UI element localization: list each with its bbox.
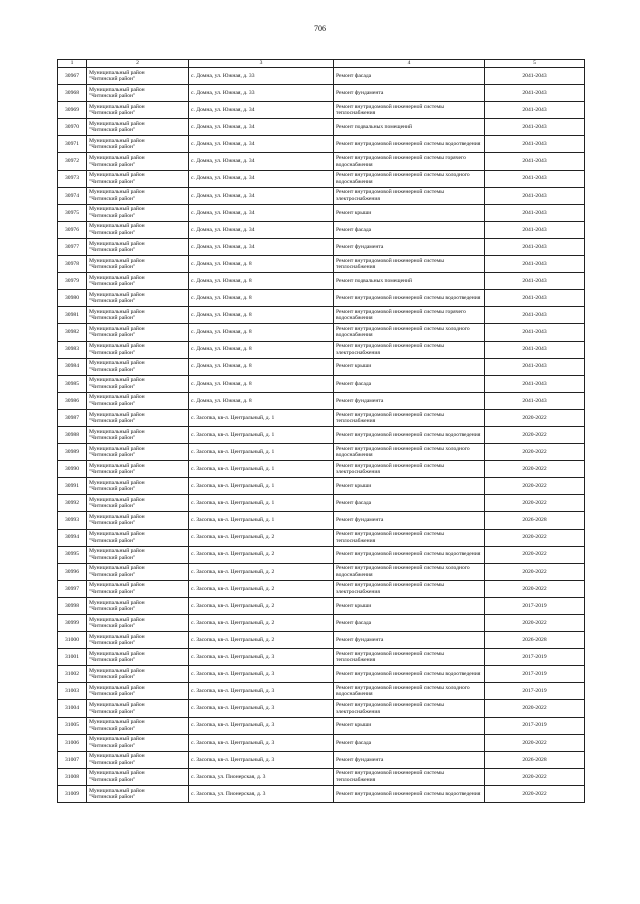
district-cell: Муниципальный район "Читинский район" <box>87 187 189 204</box>
district-cell: Муниципальный район "Читинский район" <box>87 734 189 751</box>
table-row <box>58 563 585 580</box>
table-row <box>58 734 585 751</box>
address-cell: с. Домна, ул. Южная, д. 8 <box>189 375 334 392</box>
period-cell: 2017-2019 <box>485 666 585 683</box>
address-cell: с. Домна, ул. Южная, д. 8 <box>189 341 334 358</box>
district-cell: Муниципальный район "Читинский район" <box>87 785 189 802</box>
period-cell: 2041-2043 <box>485 102 585 119</box>
row-number-cell: 30981 <box>58 307 87 324</box>
period-cell: 2026-2028 <box>485 751 585 768</box>
period-cell: 2041-2043 <box>485 375 585 392</box>
table-row <box>58 324 585 341</box>
address-cell: с. Засопка, кв-л. Центральный, д. 1 <box>189 461 334 478</box>
address-cell: с. Засопка, кв-л. Центральный, д. 3 <box>189 734 334 751</box>
row-number-cell: 31009 <box>58 785 87 802</box>
period-cell: 2020-2022 <box>485 529 585 546</box>
district-cell: Муниципальный район "Читинский район" <box>87 68 189 85</box>
column-header-5: 5 <box>485 60 585 68</box>
work-type-cell: Ремонт внутридомовой инженерной системы электроснабжения <box>334 580 485 597</box>
row-number-cell: 31005 <box>58 717 87 734</box>
table-header-row <box>58 60 585 68</box>
row-number-cell: 30999 <box>58 615 87 632</box>
address-cell: с. Домна, ул. Южная, д. 34 <box>189 102 334 119</box>
district-cell: Муниципальный район "Читинский район" <box>87 392 189 409</box>
row-number-cell: 30970 <box>58 119 87 136</box>
district-cell: Муниципальный район "Читинский район" <box>87 700 189 717</box>
row-number-cell: 30984 <box>58 358 87 375</box>
address-cell: с. Домна, ул. Южная, д. 8 <box>189 256 334 273</box>
work-type-cell: Ремонт подвальных помещений <box>334 119 485 136</box>
period-cell: 2041-2043 <box>485 238 585 255</box>
work-type-cell: Ремонт крыши <box>334 478 485 495</box>
address-cell: с. Засопка, кв-л. Центральный, д. 1 <box>189 512 334 529</box>
column-header-3: 3 <box>189 60 334 68</box>
period-cell: 2041-2043 <box>485 136 585 153</box>
district-cell: Муниципальный район "Читинский район" <box>87 375 189 392</box>
address-cell: с. Засопка, кв-л. Центральный, д. 2 <box>189 632 334 649</box>
address-cell: с. Домна, ул. Южная, д. 8 <box>189 307 334 324</box>
period-cell: 2041-2043 <box>485 392 585 409</box>
period-cell: 2017-2019 <box>485 597 585 614</box>
period-cell: 2041-2043 <box>485 307 585 324</box>
district-cell: Муниципальный район "Читинский район" <box>87 358 189 375</box>
address-cell: с. Засопка, кв-л. Центральный, д. 2 <box>189 563 334 580</box>
period-cell: 2020-2022 <box>485 768 585 785</box>
period-cell: 2041-2043 <box>485 324 585 341</box>
district-cell: Муниципальный район "Читинский район" <box>87 238 189 255</box>
table-row <box>58 512 585 529</box>
address-cell: с. Засопка, кв-л. Центральный, д. 3 <box>189 700 334 717</box>
work-type-cell: Ремонт фасада <box>334 68 485 85</box>
row-number-cell: 30975 <box>58 204 87 221</box>
period-cell: 2020-2022 <box>485 615 585 632</box>
district-cell: Муниципальный район "Читинский район" <box>87 290 189 307</box>
row-number-cell: 31001 <box>58 649 87 666</box>
table-row <box>58 615 585 632</box>
work-type-cell: Ремонт внутридомовой инженерной системы горячего водоснабжения <box>334 153 485 170</box>
address-cell: с. Засопка, кв-л. Центральный, д. 2 <box>189 615 334 632</box>
district-cell: Муниципальный район "Читинский район" <box>87 136 189 153</box>
district-cell: Муниципальный район "Читинский район" <box>87 615 189 632</box>
district-cell: Муниципальный район "Читинский район" <box>87 632 189 649</box>
table-row <box>58 683 585 700</box>
period-cell: 2020-2022 <box>485 734 585 751</box>
period-cell: 2020-2022 <box>485 444 585 461</box>
table-row <box>58 290 585 307</box>
period-cell: 2017-2019 <box>485 683 585 700</box>
work-type-cell: Ремонт внутридомовой инженерной системы водоотведения <box>334 290 485 307</box>
address-cell: с. Домна, ул. Южная, д. 34 <box>189 119 334 136</box>
district-cell: Муниципальный район "Читинский район" <box>87 273 189 290</box>
work-type-cell: Ремонт внутридомовой инженерной системы холодного водоснабжения <box>334 324 485 341</box>
address-cell: с. Домна, ул. Южная, д. 8 <box>189 324 334 341</box>
district-cell: Муниципальный район "Читинский район" <box>87 666 189 683</box>
work-type-cell: Ремонт внутридомовой инженерной системы водоотведения <box>334 546 485 563</box>
district-cell: Муниципальный район "Читинский район" <box>87 444 189 461</box>
table-row <box>58 666 585 683</box>
row-number-cell: 30997 <box>58 580 87 597</box>
address-cell: с. Домна, ул. Южная, д. 33 <box>189 85 334 102</box>
row-number-cell: 31008 <box>58 768 87 785</box>
row-number-cell: 30993 <box>58 512 87 529</box>
work-type-cell: Ремонт крыши <box>334 597 485 614</box>
period-cell: 2041-2043 <box>485 119 585 136</box>
work-type-cell: Ремонт фундамента <box>334 392 485 409</box>
row-number-cell: 30979 <box>58 273 87 290</box>
address-cell: с. Домна, ул. Южная, д. 33 <box>189 68 334 85</box>
period-cell: 2041-2043 <box>485 221 585 238</box>
address-cell: с. Домна, ул. Южная, д. 34 <box>189 187 334 204</box>
district-cell: Муниципальный район "Читинский район" <box>87 563 189 580</box>
district-cell: Муниципальный район "Читинский район" <box>87 495 189 512</box>
row-number-cell: 30968 <box>58 85 87 102</box>
address-cell: с. Домна, ул. Южная, д. 34 <box>189 238 334 255</box>
address-cell: с. Засопка, ул. Пионерская, д. 3 <box>189 768 334 785</box>
table-row <box>58 68 585 85</box>
district-cell: Муниципальный район "Читинский район" <box>87 461 189 478</box>
work-type-cell: Ремонт крыши <box>334 204 485 221</box>
work-type-cell: Ремонт фундамента <box>334 238 485 255</box>
period-cell: 2020-2022 <box>485 461 585 478</box>
address-cell: с. Домна, ул. Южная, д. 34 <box>189 153 334 170</box>
row-number-cell: 30971 <box>58 136 87 153</box>
district-cell: Муниципальный район "Читинский район" <box>87 341 189 358</box>
table-row <box>58 785 585 802</box>
work-type-cell: Ремонт внутридомовой инженерной системы водоотведения <box>334 666 485 683</box>
district-cell: Муниципальный район "Читинский район" <box>87 409 189 426</box>
address-cell: с. Домна, ул. Южная, д. 8 <box>189 273 334 290</box>
row-number-cell: 30977 <box>58 238 87 255</box>
district-cell: Муниципальный район "Читинский район" <box>87 580 189 597</box>
address-cell: с. Засопка, кв-л. Центральный, д. 3 <box>189 683 334 700</box>
row-number-cell: 31007 <box>58 751 87 768</box>
table-row <box>58 461 585 478</box>
address-cell: с. Засопка, кв-л. Центральный, д. 3 <box>189 649 334 666</box>
row-number-cell: 30980 <box>58 290 87 307</box>
work-type-cell: Ремонт внутридомовой инженерной системы холодного водоснабжения <box>334 444 485 461</box>
table-row <box>58 478 585 495</box>
district-cell: Муниципальный район "Читинский район" <box>87 683 189 700</box>
row-number-cell: 30973 <box>58 170 87 187</box>
district-cell: Муниципальный район "Читинский район" <box>87 119 189 136</box>
district-cell: Муниципальный район "Читинский район" <box>87 512 189 529</box>
work-type-cell: Ремонт внутридомовой инженерной системы холодного водоснабжения <box>334 563 485 580</box>
table-row <box>58 119 585 136</box>
row-number-cell: 30992 <box>58 495 87 512</box>
table-row <box>58 170 585 187</box>
row-number-cell: 30976 <box>58 221 87 238</box>
district-cell: Муниципальный район "Читинский район" <box>87 85 189 102</box>
table-row <box>58 700 585 717</box>
row-number-cell: 30986 <box>58 392 87 409</box>
table-row <box>58 136 585 153</box>
table-row <box>58 341 585 358</box>
period-cell: 2026-2028 <box>485 632 585 649</box>
page-number: 706 <box>314 24 326 33</box>
work-type-cell: Ремонт внутридомовой инженерной системы теплоснабжения <box>334 409 485 426</box>
address-cell: с. Домна, ул. Южная, д. 8 <box>189 358 334 375</box>
row-number-cell: 31000 <box>58 632 87 649</box>
work-type-cell: Ремонт внутридомовой инженерной системы электроснабжения <box>334 341 485 358</box>
row-number-cell: 31004 <box>58 700 87 717</box>
row-number-cell: 30989 <box>58 444 87 461</box>
address-cell: с. Домна, ул. Южная, д. 34 <box>189 204 334 221</box>
address-cell: с. Засопка, кв-л. Центральный, д. 1 <box>189 409 334 426</box>
table-row <box>58 307 585 324</box>
period-cell: 2020-2022 <box>485 478 585 495</box>
row-number-cell: 31003 <box>58 683 87 700</box>
district-cell: Муниципальный район "Читинский район" <box>87 751 189 768</box>
period-cell: 2020-2022 <box>485 495 585 512</box>
period-cell: 2017-2019 <box>485 717 585 734</box>
period-cell: 2020-2022 <box>485 700 585 717</box>
period-cell: 2041-2043 <box>485 85 585 102</box>
work-type-cell: Ремонт внутридомовой инженерной системы теплоснабжения <box>334 102 485 119</box>
work-type-cell: Ремонт внутридомовой инженерной системы горячего водоснабжения <box>334 307 485 324</box>
row-number-cell: 30969 <box>58 102 87 119</box>
row-number-cell: 30967 <box>58 68 87 85</box>
district-cell: Муниципальный район "Читинский район" <box>87 426 189 443</box>
row-number-cell: 30978 <box>58 256 87 273</box>
work-type-cell: Ремонт внутридомовой инженерной системы теплоснабжения <box>334 256 485 273</box>
address-cell: с. Засопка, кв-л. Центральный, д. 1 <box>189 495 334 512</box>
table-row <box>58 444 585 461</box>
work-type-cell: Ремонт внутридомовой инженерной системы водоотведения <box>334 785 485 802</box>
row-number-cell: 30974 <box>58 187 87 204</box>
district-cell: Муниципальный район "Читинский район" <box>87 324 189 341</box>
period-cell: 2041-2043 <box>485 273 585 290</box>
table-row <box>58 375 585 392</box>
table-row <box>58 273 585 290</box>
period-cell: 2026-2028 <box>485 512 585 529</box>
period-cell: 2041-2043 <box>485 170 585 187</box>
table-row <box>58 426 585 443</box>
period-cell: 2041-2043 <box>485 358 585 375</box>
work-type-cell: Ремонт внутридомовой инженерной системы электроснабжения <box>334 700 485 717</box>
row-number-cell: 30972 <box>58 153 87 170</box>
address-cell: с. Засопка, кв-л. Центральный, д. 2 <box>189 546 334 563</box>
period-cell: 2041-2043 <box>485 187 585 204</box>
work-type-cell: Ремонт фасада <box>334 734 485 751</box>
table-row <box>58 153 585 170</box>
work-type-cell: Ремонт фасада <box>334 495 485 512</box>
table-row <box>58 597 585 614</box>
work-type-cell: Ремонт внутридомовой инженерной системы теплоснабжения <box>334 649 485 666</box>
address-cell: с. Домна, ул. Южная, д. 34 <box>189 170 334 187</box>
row-number-cell: 30985 <box>58 375 87 392</box>
work-schedule-table <box>57 59 585 803</box>
district-cell: Муниципальный район "Читинский район" <box>87 170 189 187</box>
address-cell: с. Засопка, кв-л. Центральный, д. 2 <box>189 580 334 597</box>
table-row <box>58 632 585 649</box>
table-row <box>58 529 585 546</box>
period-cell: 2041-2043 <box>485 256 585 273</box>
table-row <box>58 187 585 204</box>
row-number-cell: 30994 <box>58 529 87 546</box>
address-cell: с. Засопка, кв-л. Центральный, д. 1 <box>189 444 334 461</box>
work-type-cell: Ремонт внутридомовой инженерной системы холодного водоснабжения <box>334 683 485 700</box>
work-type-cell: Ремонт внутридомовой инженерной системы водоотведения <box>334 426 485 443</box>
period-cell: 2041-2043 <box>485 290 585 307</box>
work-type-cell: Ремонт внутридомовой инженерной системы электроснабжения <box>334 461 485 478</box>
district-cell: Муниципальный район "Читинский район" <box>87 546 189 563</box>
table-row <box>58 768 585 785</box>
table-row <box>58 649 585 666</box>
row-number-cell: 31006 <box>58 734 87 751</box>
work-type-cell: Ремонт внутридомовой инженерной системы водоотведения <box>334 136 485 153</box>
table-row <box>58 221 585 238</box>
work-type-cell: Ремонт фундамента <box>334 512 485 529</box>
district-cell: Муниципальный район "Читинский район" <box>87 768 189 785</box>
address-cell: с. Засопка, кв-л. Центральный, д. 3 <box>189 666 334 683</box>
work-type-cell: Ремонт фасада <box>334 221 485 238</box>
district-cell: Муниципальный район "Читинский район" <box>87 529 189 546</box>
table-row <box>58 546 585 563</box>
address-cell: с. Домна, ул. Южная, д. 8 <box>189 290 334 307</box>
period-cell: 2041-2043 <box>485 204 585 221</box>
row-number-cell: 30996 <box>58 563 87 580</box>
period-cell: 2020-2022 <box>485 563 585 580</box>
work-type-cell: Ремонт фасада <box>334 375 485 392</box>
table-row <box>58 751 585 768</box>
district-cell: Муниципальный район "Читинский район" <box>87 307 189 324</box>
address-cell: с. Засопка, ул. Пионерская, д. 3 <box>189 785 334 802</box>
district-cell: Муниципальный район "Читинский район" <box>87 478 189 495</box>
address-cell: с. Засопка, кв-л. Центральный, д. 2 <box>189 597 334 614</box>
row-number-cell: 30988 <box>58 426 87 443</box>
work-type-cell: Ремонт крыши <box>334 717 485 734</box>
address-cell: с. Засопка, кв-л. Центральный, д. 1 <box>189 426 334 443</box>
period-cell: 2017-2019 <box>485 649 585 666</box>
period-cell: 2041-2043 <box>485 341 585 358</box>
period-cell: 2020-2022 <box>485 409 585 426</box>
period-cell: 2041-2043 <box>485 68 585 85</box>
row-number-cell: 30982 <box>58 324 87 341</box>
district-cell: Муниципальный район "Читинский район" <box>87 153 189 170</box>
table-row <box>58 102 585 119</box>
address-cell: с. Домна, ул. Южная, д. 34 <box>189 136 334 153</box>
column-header-4: 4 <box>334 60 485 68</box>
work-type-cell: Ремонт внутридомовой инженерной системы электроснабжения <box>334 187 485 204</box>
address-cell: с. Засопка, кв-л. Центральный, д. 3 <box>189 751 334 768</box>
table-row <box>58 717 585 734</box>
row-number-cell: 30990 <box>58 461 87 478</box>
table-row <box>58 238 585 255</box>
period-cell: 2020-2022 <box>485 580 585 597</box>
row-number-cell: 30995 <box>58 546 87 563</box>
district-cell: Муниципальный район "Читинский район" <box>87 649 189 666</box>
column-header-2: 2 <box>87 60 189 68</box>
row-number-cell: 31002 <box>58 666 87 683</box>
work-type-cell: Ремонт фундамента <box>334 85 485 102</box>
address-cell: с. Засопка, кв-л. Центральный, д. 2 <box>189 529 334 546</box>
work-type-cell: Ремонт фундамента <box>334 751 485 768</box>
period-cell: 2020-2022 <box>485 785 585 802</box>
table-row <box>58 580 585 597</box>
row-number-cell: 30991 <box>58 478 87 495</box>
table-row <box>58 204 585 221</box>
district-cell: Муниципальный район "Читинский район" <box>87 204 189 221</box>
district-cell: Муниципальный район "Читинский район" <box>87 717 189 734</box>
district-cell: Муниципальный район "Читинский район" <box>87 256 189 273</box>
address-cell: с. Домна, ул. Южная, д. 8 <box>189 392 334 409</box>
address-cell: с. Домна, ул. Южная, д. 34 <box>189 221 334 238</box>
table-row <box>58 85 585 102</box>
table-row <box>58 392 585 409</box>
work-type-cell: Ремонт фундамента <box>334 632 485 649</box>
work-type-cell: Ремонт фасада <box>334 615 485 632</box>
district-cell: Муниципальный район "Читинский район" <box>87 597 189 614</box>
work-type-cell: Ремонт подвальных помещений <box>334 273 485 290</box>
table-row <box>58 256 585 273</box>
work-type-cell: Ремонт внутридомовой инженерной системы теплоснабжения <box>334 768 485 785</box>
row-number-cell: 30987 <box>58 409 87 426</box>
period-cell: 2020-2022 <box>485 546 585 563</box>
work-type-cell: Ремонт внутридомовой инженерной системы теплоснабжения <box>334 529 485 546</box>
table-row <box>58 409 585 426</box>
row-number-cell: 30998 <box>58 597 87 614</box>
period-cell: 2041-2043 <box>485 153 585 170</box>
column-header-1: 1 <box>58 60 87 68</box>
address-cell: с. Засопка, кв-л. Центральный, д. 3 <box>189 717 334 734</box>
period-cell: 2020-2022 <box>485 426 585 443</box>
district-cell: Муниципальный район "Читинский район" <box>87 221 189 238</box>
row-number-cell: 30983 <box>58 341 87 358</box>
work-type-cell: Ремонт внутридомовой инженерной системы холодного водоснабжения <box>334 170 485 187</box>
table-row <box>58 358 585 375</box>
address-cell: с. Засопка, кв-л. Центральный, д. 1 <box>189 478 334 495</box>
table-row <box>58 495 585 512</box>
district-cell: Муниципальный район "Читинский район" <box>87 102 189 119</box>
work-type-cell: Ремонт крыши <box>334 358 485 375</box>
